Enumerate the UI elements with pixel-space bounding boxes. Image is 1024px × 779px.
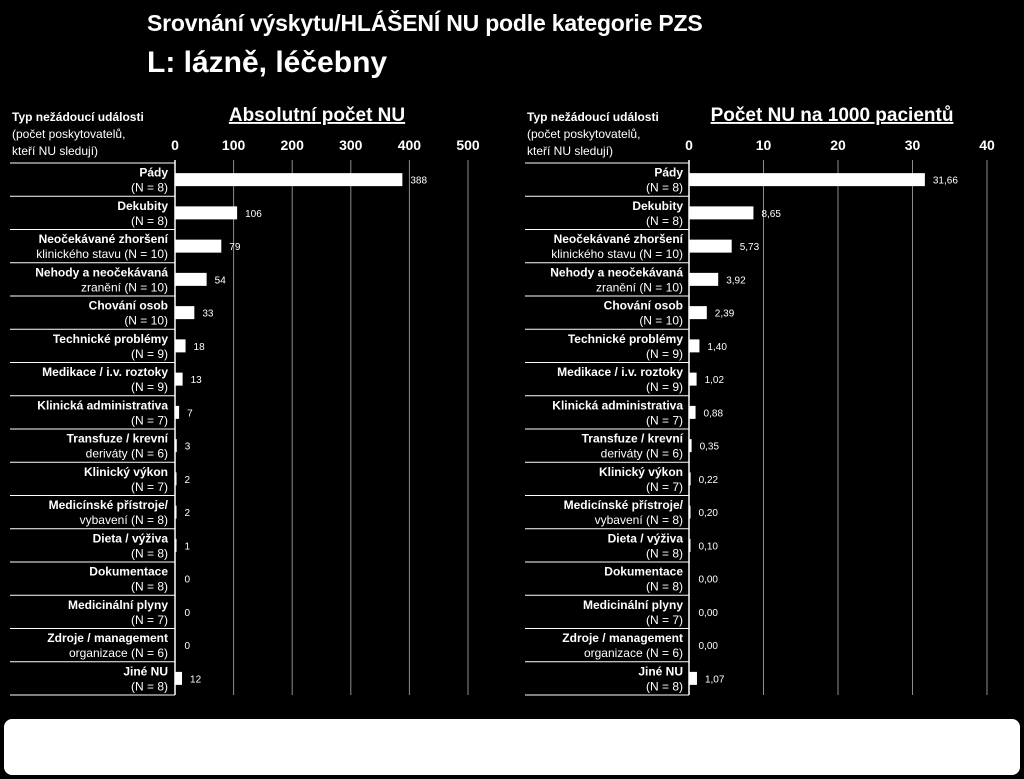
category-count: organizace (N = 6) (583, 646, 683, 661)
data-label: 0,10 (698, 541, 718, 553)
category-label: Technické problémy (567, 331, 683, 346)
data-label: 1,07 (704, 674, 725, 686)
data-label: 18 (193, 341, 205, 353)
x-tick-label: 200 (280, 137, 304, 153)
x-tick-label: 20 (830, 137, 846, 153)
bar (175, 672, 182, 685)
bar (689, 306, 707, 319)
category-label: Zdroje / management (47, 631, 168, 646)
x-tick-label: 500 (456, 137, 480, 153)
category-label: Dekubity (632, 198, 683, 213)
x-tick-label: 0 (685, 137, 693, 153)
category-count: deriváty (N = 6) (600, 446, 683, 461)
x-tick-label: 100 (221, 137, 246, 153)
category-label: Nehody a neočekávaná (35, 265, 168, 280)
x-tick-label: 300 (339, 137, 363, 153)
bar (689, 240, 732, 253)
bar (689, 273, 718, 286)
data-label: 0,00 (698, 574, 718, 586)
data-label: 8,65 (761, 208, 781, 220)
category-count: klinického stavu (N = 10) (551, 247, 683, 262)
category-label: Dokumentace (89, 564, 168, 579)
category-label: Technické problémy (52, 331, 168, 346)
category-count: (N = 9) (130, 380, 168, 395)
category-count: (N = 7) (645, 612, 683, 627)
category-label: Dokumentace (604, 564, 683, 579)
data-label: 106 (245, 208, 262, 220)
category-label: Dieta / výživa (607, 531, 683, 546)
category-label: Medicinální plyny (582, 597, 683, 612)
data-label: 5,73 (739, 242, 760, 254)
data-label: 0,00 (698, 607, 718, 619)
bottom-panel (4, 719, 1020, 775)
category-count: (N = 8) (645, 180, 683, 195)
category-label: Nehody a neočekávaná (550, 265, 683, 280)
category-count: (N = 8) (130, 180, 168, 195)
bar (175, 339, 186, 352)
bar (689, 173, 925, 186)
data-label: 31,66 (932, 175, 958, 187)
bar (175, 306, 194, 319)
category-count: zranění (N = 10) (80, 280, 168, 295)
category-count: (N = 9) (645, 346, 683, 361)
category-label: Medicinální plyny (67, 597, 168, 612)
category-label: Pády (654, 165, 683, 180)
data-label: 1,02 (704, 375, 725, 387)
bar (175, 273, 207, 286)
category-label: Transfuze / krevní (66, 431, 168, 446)
x-tick-label: 10 (755, 137, 772, 153)
bar (689, 339, 699, 352)
data-label: 0 (184, 574, 191, 586)
category-label: Chování osob (88, 298, 168, 313)
category-count: klinického stavu (N = 10) (36, 247, 168, 262)
data-label: 0,35 (699, 441, 720, 453)
data-label: 0 (184, 607, 191, 619)
label-header-line: Typ nežádoucí události (527, 110, 659, 124)
data-label: 388 (410, 175, 428, 187)
category-count: (N = 7) (130, 413, 168, 428)
category-label: Neočekávané zhoršení (553, 232, 683, 247)
category-label: Medicínské přístroje/ (563, 498, 683, 513)
category-label: Dekubity (117, 198, 168, 213)
category-label: Klinická administrativa (552, 398, 683, 413)
label-header-line: (počet poskytovatelů, (12, 127, 126, 141)
category-count: (N = 7) (130, 479, 168, 494)
category-count: (N = 8) (130, 213, 168, 228)
data-label: 0,22 (698, 474, 719, 486)
category-label: Klinický výkon (83, 464, 168, 479)
data-label: 0,88 (703, 408, 724, 420)
category-label: Medicínské přístroje/ (48, 498, 168, 513)
bar (175, 173, 402, 186)
data-label: 2,39 (714, 308, 735, 320)
page-subtitle: L: lázně, léčebny (147, 46, 388, 79)
data-label: 0,20 (698, 508, 718, 520)
category-count: (N = 7) (645, 479, 683, 494)
label-header-line: Typ nežádoucí události (12, 110, 144, 124)
chart-title-0: Absolutní počet NU (228, 105, 406, 126)
category-label: Zdroje / management (562, 631, 683, 646)
data-label: 54 (214, 275, 226, 287)
category-label: Medikace / i.v. roztoky (557, 365, 683, 380)
bar (689, 206, 753, 219)
x-tick-label: 0 (171, 137, 179, 153)
category-count: (N = 7) (130, 612, 168, 627)
category-label: Klinický výkon (598, 464, 683, 479)
category-count: (N = 8) (130, 679, 168, 694)
category-count: zranění (N = 10) (595, 280, 683, 295)
data-label: 12 (190, 674, 202, 686)
data-label: 7 (187, 408, 193, 420)
category-label: Chování osob (603, 298, 683, 313)
category-count: (N = 8) (645, 579, 683, 594)
category-count: vybavení (N = 8) (594, 513, 683, 528)
x-tick-label: 40 (979, 137, 995, 153)
bar (689, 373, 697, 386)
x-tick-label: 30 (904, 137, 921, 153)
label-header-line: kteří NU sledují) (12, 144, 99, 158)
category-count: organizace (N = 6) (68, 646, 168, 661)
bar (175, 240, 221, 253)
bar (175, 373, 183, 386)
category-count: deriváty (N = 6) (85, 446, 168, 461)
category-count: (N = 8) (645, 213, 683, 228)
category-count: (N = 10) (639, 313, 683, 328)
category-count: (N = 7) (645, 413, 683, 428)
data-label: 13 (190, 375, 202, 387)
category-count: (N = 9) (130, 346, 168, 361)
category-label: Medikace / i.v. roztoky (42, 365, 168, 380)
category-count: (N = 9) (645, 380, 683, 395)
category-count: (N = 10) (124, 313, 168, 328)
data-label: 3 (184, 441, 191, 453)
page-title: Srovnání výskytu/HLÁŠENÍ NU podle kategorie PZS (147, 10, 703, 36)
category-label: Klinická administrativa (37, 398, 168, 413)
category-label: Neočekávané zhoršení (38, 232, 168, 247)
category-count: (N = 8) (645, 546, 683, 561)
chart-title-1: Počet NU na 1000 pacientů (710, 105, 954, 126)
data-label: 79 (229, 242, 241, 254)
category-label: Pády (139, 165, 168, 180)
category-label: Transfuze / krevní (581, 431, 683, 446)
data-label: 1,40 (707, 341, 727, 353)
label-header-line: (počet poskytovatelů, (527, 127, 641, 141)
data-label: 1 (184, 541, 191, 553)
x-tick-label: 400 (397, 137, 422, 153)
label-header-line: kteří NU sledují) (527, 144, 614, 158)
data-label: 2 (184, 474, 191, 486)
category-count: (N = 8) (130, 579, 168, 594)
data-label: 3,92 (726, 275, 746, 287)
category-label: Jiné NU (638, 664, 683, 679)
bar (689, 406, 696, 419)
data-label: 0 (184, 641, 191, 653)
category-count: (N = 8) (130, 546, 168, 561)
category-label: Dieta / výživa (92, 531, 168, 546)
data-label: 2 (184, 508, 191, 520)
category-count: (N = 8) (645, 679, 683, 694)
category-count: vybavení (N = 8) (79, 513, 168, 528)
bar (689, 672, 697, 685)
data-label: 0,00 (698, 641, 718, 653)
data-label: 33 (202, 308, 214, 320)
bar (175, 206, 237, 219)
category-label: Jiné NU (123, 664, 168, 679)
